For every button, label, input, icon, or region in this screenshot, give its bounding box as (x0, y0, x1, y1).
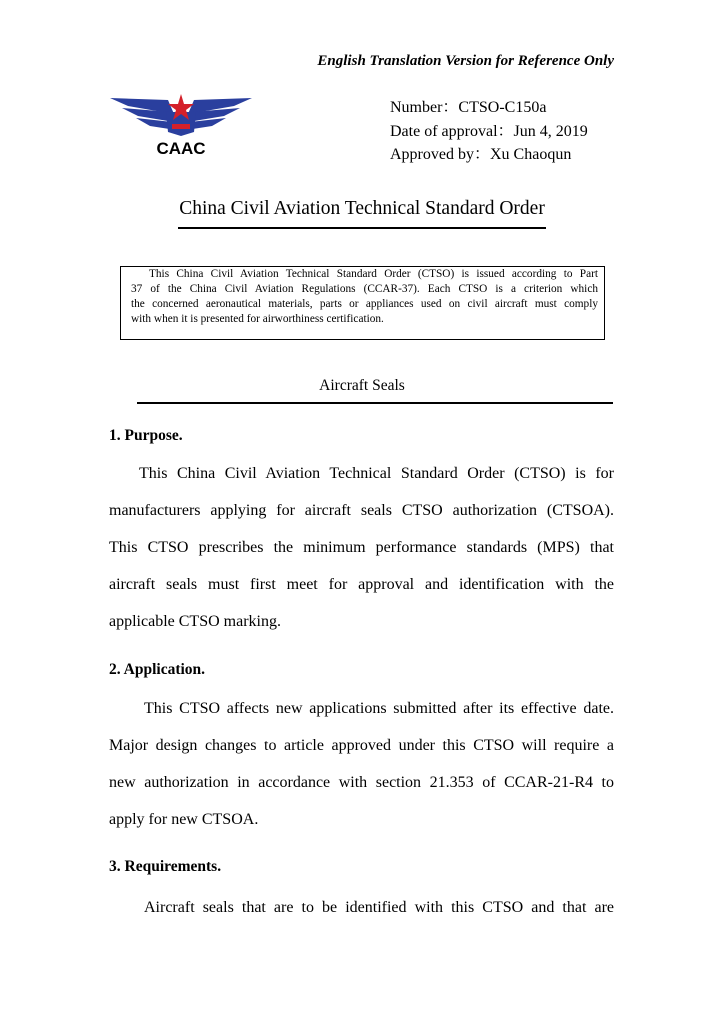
text-line: Major design changes to article approved under this CTSO will require a (109, 737, 614, 754)
notice-line: with when it is presented for airworthiness certification. (131, 313, 384, 325)
subject-underline (137, 402, 613, 404)
text-line: new authorization in accordance with section 21.353 of CCAR-21-R4 to (109, 774, 614, 791)
text-line: This CTSO prescribes the minimum performance standards (MPS) that (109, 539, 614, 556)
text-line: This CTSO affects new applications submitted after its effective date. (144, 700, 614, 717)
section-heading: 3. Requirements. (109, 858, 222, 875)
text-line: manufacturers applying for aircraft seals CTSO authorization (CTSOA). (109, 502, 614, 519)
caac-logo (108, 92, 254, 158)
section-heading: 2. Application. (109, 661, 206, 678)
text-line: This China Civil Aviation Technical Standard Order (CTSO) is for (139, 465, 614, 482)
approval-date: Date of approval：Jun 4, 2019 (390, 123, 588, 140)
notice-box (120, 266, 605, 340)
notice-line: This China Civil Aviation Technical Standard Order (CTSO) is issued according to Part (149, 268, 598, 280)
approved-by: Approved by：Xu Chaoqun (390, 146, 572, 163)
document-number: Number：CTSO-C150a (390, 99, 547, 116)
text-line: apply for new CTSOA. (109, 811, 259, 828)
section-paragraph (109, 464, 614, 649)
notice-line: 37 of the China Civil Aviation Regulations (CCAR-37). Each CTSO is a criterion which (131, 283, 598, 295)
text-line: Aircraft seals that are to be identified with this CTSO and that are (144, 899, 614, 916)
logo-text: CAAC (156, 139, 206, 158)
translation-note: English Translation Version for Reference Only (317, 53, 614, 69)
document-title: China Civil Aviation Technical Standard Order (179, 198, 545, 219)
section-paragraph (109, 898, 614, 935)
section-paragraph (109, 699, 614, 847)
subject-title: Aircraft Seals (319, 377, 405, 394)
section-heading: 1. Purpose. (109, 427, 183, 444)
title-underline (178, 227, 546, 229)
notice-line: the concerned aeronautical materials, parts or appliances used on civil aircraft must comply (131, 298, 598, 310)
text-line: aircraft seals must first meet for approval and identification with the (109, 576, 614, 593)
text-line: applicable CTSO marking. (109, 613, 281, 630)
